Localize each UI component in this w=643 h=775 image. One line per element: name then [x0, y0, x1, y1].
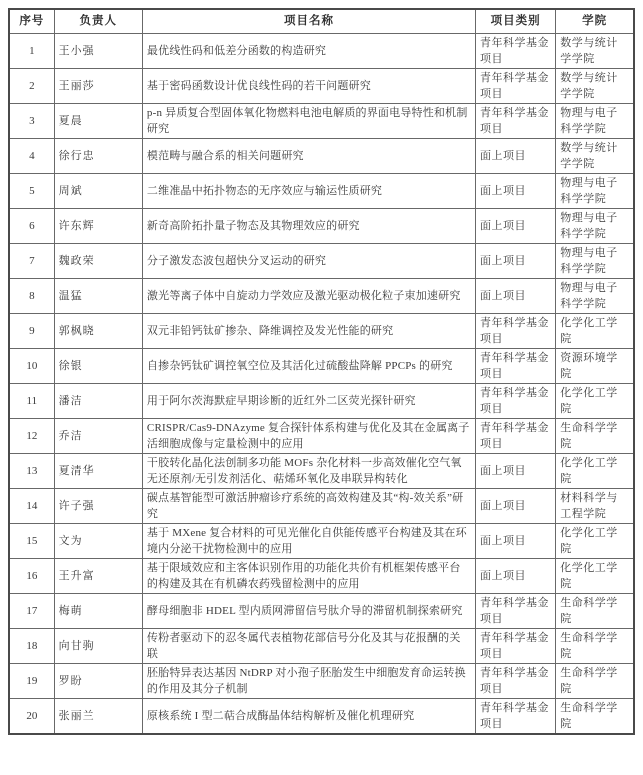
- cell-index: 15: [9, 523, 54, 558]
- cell-college: 物理与电子科学学院: [556, 173, 634, 208]
- cell-leader: 郭枫晓: [54, 313, 142, 348]
- cell-category: 面上项目: [475, 278, 555, 313]
- cell-leader: 夏晨: [54, 103, 142, 138]
- cell-title: 二维准晶中拓扑物态的无序效应与输运性质研究: [142, 173, 475, 208]
- cell-category: 青年科学基金项目: [475, 33, 555, 68]
- cell-index: 3: [9, 103, 54, 138]
- cell-college: 数学与统计学学院: [556, 138, 634, 173]
- cell-category: 青年科学基金项目: [475, 593, 555, 628]
- table-row: [9, 628, 634, 663]
- cell-title: 胚胎特异表达基因 NtDRP 对小孢子胚胎发生中细胞发育命运转换的作用及其分子机制: [142, 663, 475, 698]
- cell-index: 6: [9, 208, 54, 243]
- table-row: [9, 418, 634, 453]
- cell-leader: 夏清华: [54, 453, 142, 488]
- cell-index: 4: [9, 138, 54, 173]
- table-row: [9, 383, 634, 418]
- table-row: [9, 68, 634, 103]
- cell-category: 面上项目: [475, 453, 555, 488]
- cell-college: 生命科学学院: [556, 628, 634, 663]
- table-row: [9, 173, 634, 208]
- cell-title: 原核系统 I 型二萜合成酶晶体结构解析及催化机理研究: [142, 698, 475, 734]
- cell-leader: 王升富: [54, 558, 142, 593]
- cell-index: 16: [9, 558, 54, 593]
- cell-index: 7: [9, 243, 54, 278]
- table-header: [9, 9, 634, 33]
- table-row: [9, 523, 634, 558]
- header-title: 项目名称: [142, 9, 475, 33]
- cell-index: 17: [9, 593, 54, 628]
- cell-category: 青年科学基金项目: [475, 418, 555, 453]
- cell-college: 物理与电子科学学院: [556, 243, 634, 278]
- cell-college: 生命科学学院: [556, 698, 634, 734]
- cell-leader: 向甘驹: [54, 628, 142, 663]
- cell-index: 8: [9, 278, 54, 313]
- cell-title: 基于 MXene 复合材料的可见光催化自供能传感平台构建及其在环境内分泌干扰物检测中的应用: [142, 523, 475, 558]
- cell-college: 数学与统计学学院: [556, 68, 634, 103]
- header-row: [9, 9, 634, 33]
- table-row: [9, 453, 634, 488]
- cell-college: 生命科学学院: [556, 418, 634, 453]
- cell-title: 双元非铅钙钛矿掺杂、降维调控及发光性能的研究: [142, 313, 475, 348]
- cell-leader: 乔洁: [54, 418, 142, 453]
- table-row: [9, 278, 634, 313]
- table-row: [9, 103, 634, 138]
- cell-leader: 徐行忠: [54, 138, 142, 173]
- cell-leader: 潘洁: [54, 383, 142, 418]
- cell-category: 面上项目: [475, 138, 555, 173]
- cell-category: 青年科学基金项目: [475, 313, 555, 348]
- cell-category: 面上项目: [475, 558, 555, 593]
- projects-table-body: [9, 33, 634, 734]
- header-leader: 负责人: [54, 9, 142, 33]
- cell-leader: 魏政荣: [54, 243, 142, 278]
- cell-college: 化学化工学院: [556, 558, 634, 593]
- cell-leader: 文为: [54, 523, 142, 558]
- table-row: [9, 243, 634, 278]
- table-row: [9, 698, 634, 734]
- table-row: [9, 663, 634, 698]
- cell-college: 资源环境学院: [556, 348, 634, 383]
- cell-title: 模范畴与融合系的相关问题研究: [142, 138, 475, 173]
- cell-category: 面上项目: [475, 243, 555, 278]
- table-row: [9, 33, 634, 68]
- cell-index: 19: [9, 663, 54, 698]
- cell-title: 用于阿尔茨海默症早期诊断的近红外二区荧光探针研究: [142, 383, 475, 418]
- cell-category: 青年科学基金项目: [475, 68, 555, 103]
- cell-index: 5: [9, 173, 54, 208]
- table-row: [9, 558, 634, 593]
- cell-college: 物理与电子科学学院: [556, 278, 634, 313]
- cell-title: 碳点基智能型可激活肿瘤诊疗系统的高效构建及其“构-效关系”研究: [142, 488, 475, 523]
- cell-title: 基于密码函数设计优良线性码的若干问题研究: [142, 68, 475, 103]
- cell-college: 化学化工学院: [556, 383, 634, 418]
- cell-category: 青年科学基金项目: [475, 628, 555, 663]
- header-index: 序号: [9, 9, 54, 33]
- table-row: [9, 313, 634, 348]
- cell-college: 物理与电子科学学院: [556, 103, 634, 138]
- cell-college: 化学化工学院: [556, 523, 634, 558]
- cell-title: 酵母细胞非 HDEL 型内质网滞留信号肽介导的滞留机制探索研究: [142, 593, 475, 628]
- cell-leader: 温猛: [54, 278, 142, 313]
- cell-index: 10: [9, 348, 54, 383]
- cell-title: 激光等离子体中自旋动力学效应及激光驱动极化粒子束加速研究: [142, 278, 475, 313]
- projects-table: [8, 8, 635, 735]
- cell-leader: 许东辉: [54, 208, 142, 243]
- header-category: 项目类别: [475, 9, 555, 33]
- cell-title: 传粉者驱动下的忍冬属代表植物花部信号分化及其与花报酬的关联: [142, 628, 475, 663]
- cell-index: 11: [9, 383, 54, 418]
- cell-index: 1: [9, 33, 54, 68]
- cell-title: p-n 异质复合型固体氧化物燃料电池电解质的界面电导特性和机制研究: [142, 103, 475, 138]
- cell-title: 干胶转化晶化法创制多功能 MOFs 杂化材料一步高效催化空气氧无还原剂/无引发剂活化、萜烯环氧化及串联异构转化: [142, 453, 475, 488]
- table-row: [9, 138, 634, 173]
- cell-college: 生命科学学院: [556, 663, 634, 698]
- cell-index: 13: [9, 453, 54, 488]
- cell-index: 14: [9, 488, 54, 523]
- cell-leader: 罗盼: [54, 663, 142, 698]
- cell-category: 青年科学基金项目: [475, 383, 555, 418]
- table-row: [9, 593, 634, 628]
- cell-leader: 周斌: [54, 173, 142, 208]
- cell-index: 9: [9, 313, 54, 348]
- cell-title: 分子激发态波包超快分叉运动的研究: [142, 243, 475, 278]
- cell-title: CRISPR/Cas9-DNAzyme 复合探针体系构建与优化及其在金属离子活细胞成像与定量检测中的应用: [142, 418, 475, 453]
- cell-category: 青年科学基金项目: [475, 698, 555, 734]
- cell-title: 新奇高阶拓扑量子物态及其物理效应的研究: [142, 208, 475, 243]
- cell-college: 化学化工学院: [556, 313, 634, 348]
- cell-category: 面上项目: [475, 523, 555, 558]
- table-row: [9, 208, 634, 243]
- cell-category: 青年科学基金项目: [475, 663, 555, 698]
- cell-leader: 徐银: [54, 348, 142, 383]
- cell-leader: 张丽兰: [54, 698, 142, 734]
- cell-index: 2: [9, 68, 54, 103]
- cell-title: 自掺杂钙钛矿调控氧空位及其活化过硫酸盐降解 PPCPs 的研究: [142, 348, 475, 383]
- header-college: 学院: [556, 9, 634, 33]
- cell-college: 数学与统计学学院: [556, 33, 634, 68]
- cell-college: 材料科学与工程学院: [556, 488, 634, 523]
- cell-index: 20: [9, 698, 54, 734]
- cell-category: 面上项目: [475, 208, 555, 243]
- cell-index: 18: [9, 628, 54, 663]
- cell-category: 面上项目: [475, 488, 555, 523]
- table-row: [9, 348, 634, 383]
- cell-leader: 王丽莎: [54, 68, 142, 103]
- cell-title: 基于限域效应和主客体识别作用的功能化共价有机框架传感平台的构建及其在有机磷农药残留检测中的应用: [142, 558, 475, 593]
- cell-category: 青年科学基金项目: [475, 103, 555, 138]
- cell-index: 12: [9, 418, 54, 453]
- cell-leader: 梅萌: [54, 593, 142, 628]
- cell-title: 最优线性码和低差分函数的构造研究: [142, 33, 475, 68]
- cell-leader: 许子强: [54, 488, 142, 523]
- cell-category: 面上项目: [475, 173, 555, 208]
- cell-college: 化学化工学院: [556, 453, 634, 488]
- cell-college: 物理与电子科学学院: [556, 208, 634, 243]
- cell-category: 青年科学基金项目: [475, 348, 555, 383]
- cell-leader: 王小强: [54, 33, 142, 68]
- cell-college: 生命科学学院: [556, 593, 634, 628]
- table-row: [9, 488, 634, 523]
